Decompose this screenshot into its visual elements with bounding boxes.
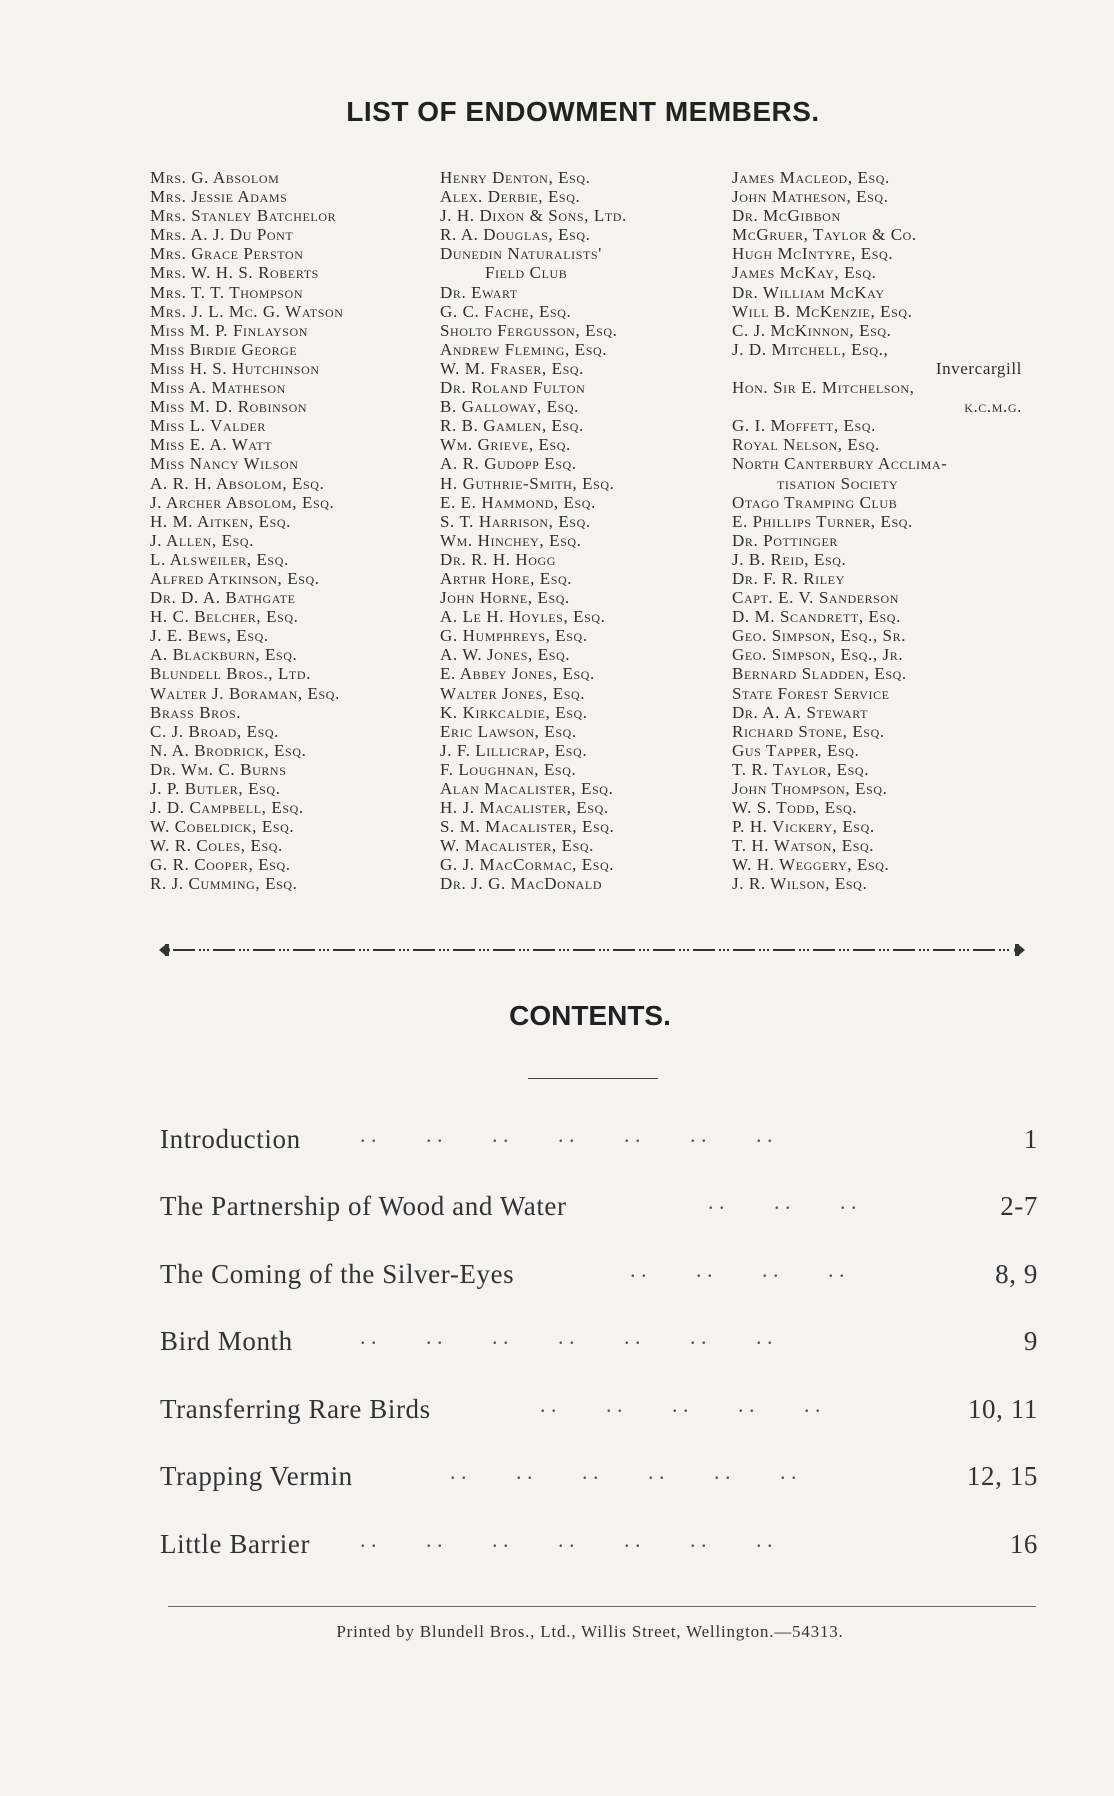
member-entry: Brass Bros. [150,702,242,722]
toc-page-number: 10, 11 [967,1394,1038,1424]
toc-page-number: 9 [1023,1326,1038,1356]
member-entry: Wm. Hinchey, Esq. [440,530,582,550]
member-entry: H. Guthrie-Smith, Esq. [440,473,615,493]
member-entry: G. Humphreys, Esq. [440,626,588,646]
toc-leader-dots: . . . . . . . . . . . . . . [360,1527,773,1552]
member-entry: D. M. Scandrett, Esq. [732,607,901,627]
toc-entry [160,1191,1038,1231]
member-entry: P. H. Vickery, Esq. [732,817,875,837]
member-entry: North Canterbury Acclima- [732,454,948,474]
member-entry: K. Kirkcaldie, Esq. [440,702,588,722]
member-entry: Miss L. Valder [150,416,266,436]
member-entry: T. H. Watson, Esq. [732,836,875,856]
member-entry: T. R. Taylor, Esq. [732,759,870,779]
member-entry: Dr. Roland Fulton [440,378,586,398]
member-entry: Dunedin Naturalists' [440,244,602,264]
member-entry: Miss A. Matheson [150,378,286,398]
member-entry: James McKay, Esq. [732,263,877,283]
member-entry: J. E. Bews, Esq. [150,626,269,646]
toc-leader-dots: . . . . . . . . . . . . . . [360,1122,773,1147]
member-entry: A. W. Jones, Esq. [440,645,571,665]
member-entry: Alan Macalister, Esq. [440,779,614,798]
member-entry: Invercargill [935,358,1022,378]
member-entry: Dr. A. A. Stewart [732,702,869,722]
member-entry: J. D. Mitchell, Esq., [732,339,889,359]
member-entry: W. H. Weggery, Esq. [732,855,890,875]
member-entry: W. S. Todd, Esq. [732,798,858,818]
member-entry: A. R. H. Absolom, Esq. [150,473,325,493]
endowment-members-heading: LIST OF ENDOWMENT MEMBERS. [346,96,820,127]
toc-leader-dots: . . . . . . . . . . . . . . [360,1324,773,1349]
toc-entry [160,1326,1038,1366]
member-entry: Hugh McIntyre, Esq. [732,244,894,264]
member-entry: G. C. Fache, Esq. [440,301,572,321]
member-entry: Mrs. Grace Perston [150,244,304,264]
footer-rule [168,1606,1036,1607]
member-entry: tisation Society [777,473,899,493]
member-entry: Hon. Sir E. Mitchelson, [732,378,915,398]
member-entry: John Matheson, Esq. [732,187,889,207]
member-entry: Henry Denton, Esq. [440,168,591,187]
member-entry: Dr. R. H. Hogg [440,549,557,569]
members-column-3 [732,168,1032,894]
member-entry: Mrs. W. H. S. Roberts [150,263,319,283]
member-entry: Alex. Derbie, Esq. [440,187,581,207]
toc-leader-dots: . . . . . . . . . . . . [450,1459,797,1484]
member-entry: Blundell Bros., Ltd. [150,664,311,684]
toc-entry [160,1124,1038,1164]
member-entry: A. Blackburn, Esq. [150,645,298,665]
member-entry: Mrs. Stanley Batchelor [150,206,337,226]
member-entry: Miss H. S. Hutchinson [150,358,320,378]
member-entry: State Forest Service [732,683,890,703]
toc-title: The Partnership of Wood and Water [160,1191,567,1221]
member-entry: John Horne, Esq. [440,588,570,608]
member-entry: Mrs. J. L. Mc. G. Watson [150,301,344,321]
ornamental-divider [157,942,1027,958]
member-entry: Eric Lawson, Esq. [440,721,577,741]
member-entry: Miss Birdie George [150,339,298,359]
toc-title: Introduction [160,1124,301,1154]
member-entry: B. Galloway, Esq. [440,397,580,417]
member-entry: Mrs. A. J. Du Pont [150,225,294,245]
member-entry: W. Cobeldick, Esq. [150,817,295,837]
member-entry: A. Le H. Hoyles, Esq. [440,607,606,627]
member-entry: Alfred Atkinson, Esq. [150,568,320,588]
member-entry: E. Phillips Turner, Esq. [732,511,913,531]
member-entry: G. R. Cooper, Esq. [150,855,291,875]
toc-entry [160,1529,1038,1569]
member-entry: E. E. Hammond, Esq. [440,492,596,512]
member-entry: Miss Nancy Wilson [150,454,299,474]
toc-leader-dots: . . . . . . [708,1189,857,1214]
member-entry: H. J. Macalister, Esq. [440,798,609,818]
toc-leader-dots: . . . . . . . . [630,1257,845,1282]
member-entry: J. Archer Absolom, Esq. [150,492,335,512]
member-entry: Miss M. P. Finlayson [150,320,309,340]
toc-entry [160,1259,1038,1299]
member-entry: Mrs. Jessie Adams [150,187,288,207]
member-entry: Wm. Grieve, Esq. [440,435,571,455]
member-entry: Mrs. G. Absolom [150,168,280,187]
member-entry: R. B. Gamlen, Esq. [440,416,584,436]
toc-page-number: 16 [1009,1529,1038,1559]
member-entry: Arthr Hore, Esq. [440,568,573,588]
member-entry: E. Abbey Jones, Esq. [440,664,595,684]
toc-entry [160,1461,1038,1501]
member-entry: Dr. Pottinger [732,530,839,550]
member-entry: McGruer, Taylor & Co. [732,225,917,245]
member-entry: Dr. Ewart [440,282,518,302]
member-entry: H. M. Aitken, Esq. [150,511,291,531]
member-entry: H. C. Belcher, Esq. [150,607,299,627]
member-entry: W. R. Coles, Esq. [150,836,283,856]
member-entry: J. H. Dixon & Sons, Ltd. [440,206,627,226]
member-entry: k.c.m.g. [964,397,1022,417]
member-entry: A. R. Gudopp Esq. [440,454,577,474]
member-entry: C. J. Broad, Esq. [150,721,279,741]
member-entry: James Macleod, Esq. [732,168,890,187]
member-entry: S. M. Macalister, Esq. [440,817,615,837]
member-entry: Richard Stone, Esq. [732,721,885,741]
members-column-1 [150,168,440,894]
member-entry: Miss E. A. Watt [150,435,273,455]
member-entry: S. T. Harrison, Esq. [440,511,591,531]
member-entry: J. B. Reid, Esq. [732,549,847,569]
toc-title: Bird Month [160,1326,293,1356]
toc-entry [160,1394,1038,1434]
toc-title: Transferring Rare Birds [160,1394,431,1424]
member-entry: W. Macalister, Esq. [440,836,594,856]
member-entry: J. Allen, Esq. [150,530,254,550]
member-entry: Walter Jones, Esq. [440,683,586,703]
member-entry: Miss M. D. Robinson [150,397,308,417]
toc-title: The Coming of the Silver-Eyes [160,1259,515,1289]
member-entry: R. A. Douglas, Esq. [440,225,591,245]
member-entry: Dr. F. R. Riley [732,568,845,588]
toc-leader-dots: . . . . . . . . . . [540,1392,821,1417]
member-entry: Field Club [485,263,568,283]
member-entry: G. J. MacCormac, Esq. [440,855,615,875]
member-entry: L. Alsweiler, Esq. [150,549,289,569]
member-entry: G. I. Moffett, Esq. [732,416,876,436]
toc-title: Trapping Vermin [160,1461,353,1491]
member-entry: J. R. Wilson, Esq. [732,874,868,894]
member-entry: Sholto Fergusson, Esq. [440,320,618,340]
member-entry: J. D. Campbell, Esq. [150,798,304,818]
member-entry: Gus Tapper, Esq. [732,740,860,760]
member-entry: Andrew Fleming, Esq. [440,339,608,359]
member-entry: Dr. D. A. Bathgate [150,588,296,608]
printer-imprint: Printed by Blundell Bros., Ltd., Willis Street, Wellington.—54313. [336,1622,844,1641]
member-entry: Capt. E. V. Sanderson [732,588,900,608]
member-entry: John Thompson, Esq. [732,779,888,798]
member-entry: R. J. Cumming, Esq. [150,874,298,894]
member-entry: J. F. Lillicrap, Esq. [440,740,588,760]
member-entry: Dr. J. G. MacDonald [440,874,603,894]
member-entry: Dr. Wm. C. Burns [150,759,287,779]
member-entry: Dr. McGibbon [732,206,841,226]
member-entry: Dr. William McKay [732,282,885,302]
toc-page-number: 1 [1023,1124,1038,1154]
member-entry: N. A. Brodrick, Esq. [150,740,307,760]
member-entry: F. Loughnan, Esq. [440,759,577,779]
members-column-2 [440,168,730,894]
member-entry: W. M. Fraser, Esq. [440,358,585,378]
member-entry: Geo. Simpson, Esq., Jr. [732,645,904,665]
toc-page-number: 8, 9 [995,1259,1038,1289]
toc-page-number: 12, 15 [966,1461,1038,1491]
member-entry: Geo. Simpson, Esq., Sr. [732,626,907,646]
member-entry: Mrs. T. T. Thompson [150,282,304,302]
member-entry: C. J. McKinnon, Esq. [732,320,892,340]
member-entry: Otago Tramping Club [732,492,898,512]
contents-underline [528,1078,658,1079]
toc-title: Little Barrier [160,1529,311,1559]
toc-page-number: 2-7 [1000,1191,1038,1221]
contents-heading: CONTENTS. [509,1000,671,1031]
member-entry: Will B. McKenzie, Esq. [732,301,913,321]
member-entry: J. P. Butler, Esq. [150,779,281,798]
member-entry: Walter J. Boraman, Esq. [150,683,340,703]
member-entry: Bernard Sladden, Esq. [732,664,907,684]
member-entry: Royal Nelson, Esq. [732,435,880,455]
